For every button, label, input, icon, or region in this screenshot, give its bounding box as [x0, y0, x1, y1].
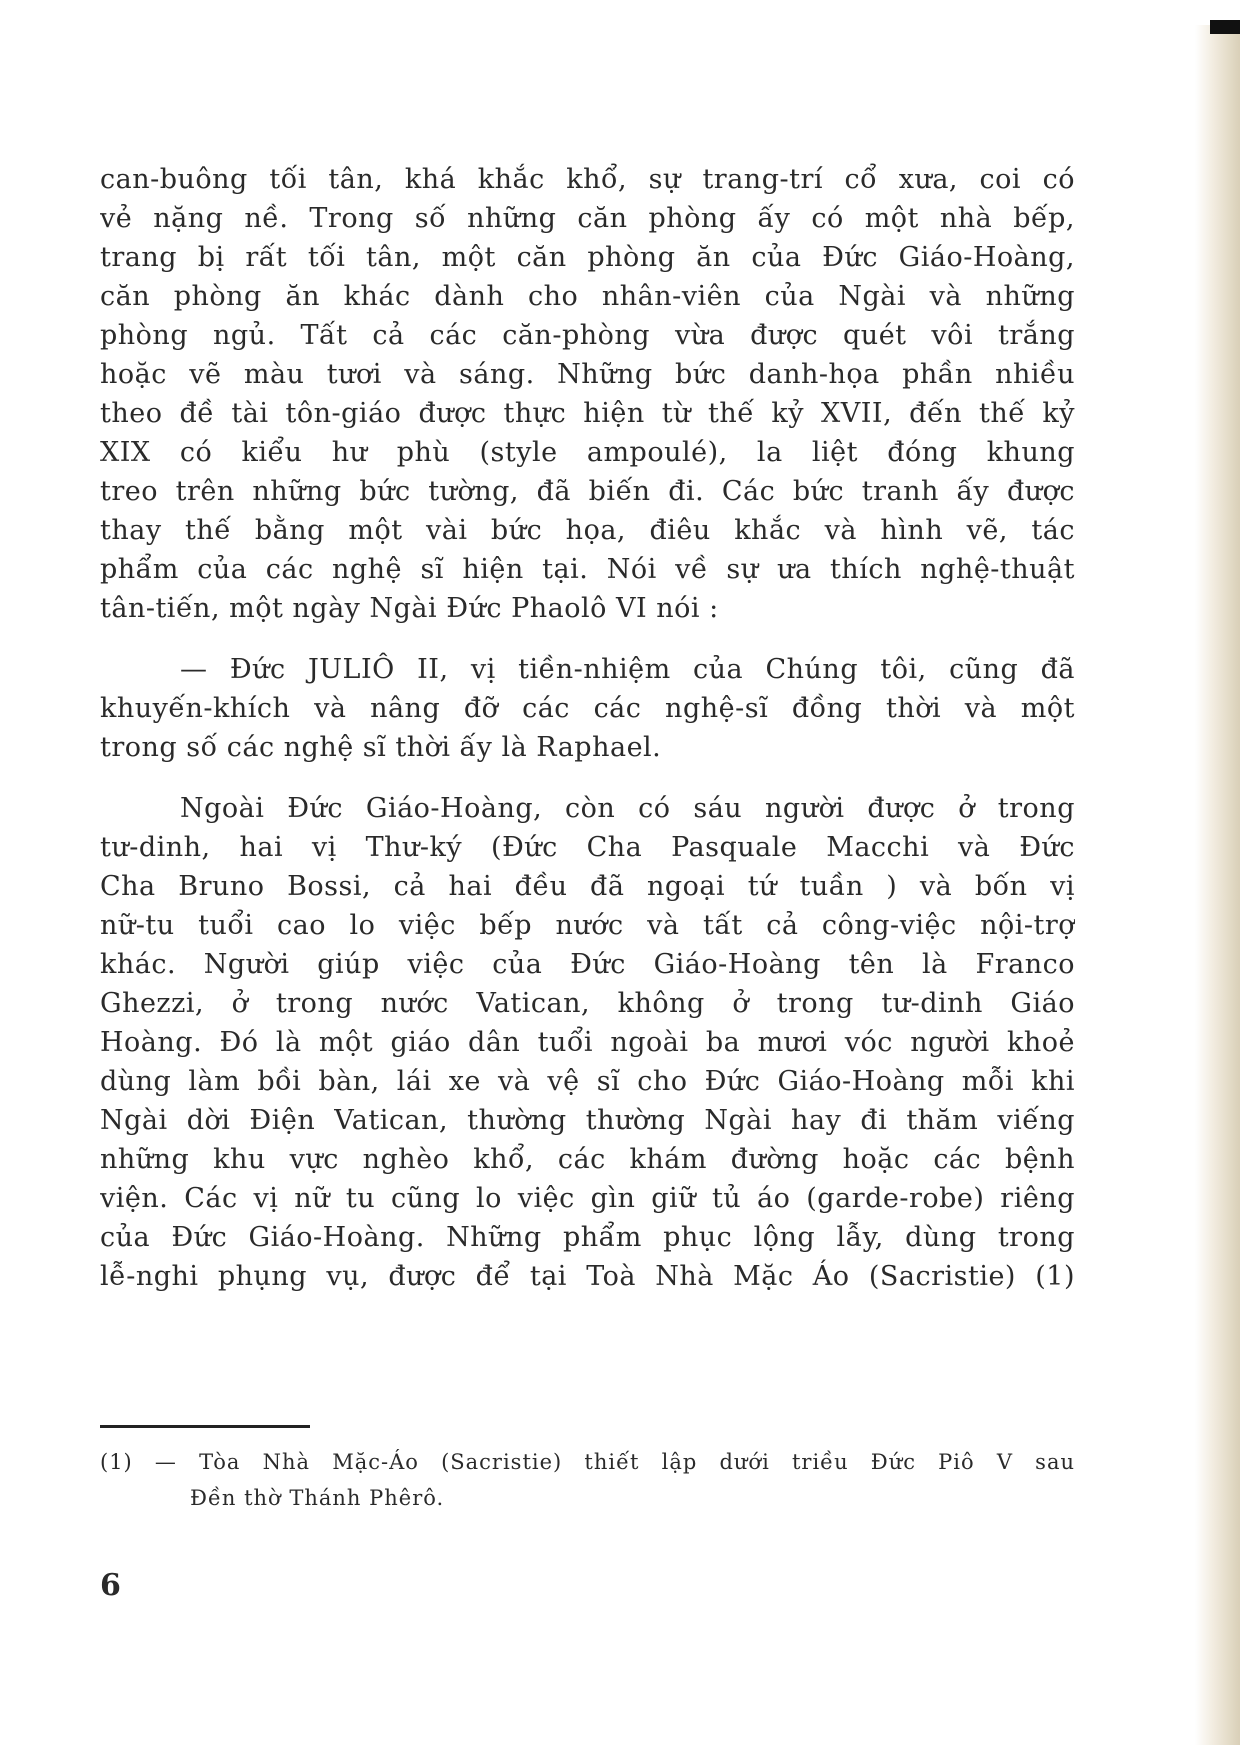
- text-line: lễ-nghi phụng vụ, được để tại Toà Nhà Mặc Áo (Sacristie) (1): [100, 1261, 1075, 1292]
- text-line: của Đức Giáo-Hoàng. Những phẩm phục lộng lẫy, dùng trong: [100, 1222, 1075, 1253]
- paragraph-3: [100, 789, 1075, 1296]
- footnote-line: (1) — Tòa Nhà Mặc-Áo (Sacristie) thiết lập dưới triều Đức Piô V sau: [100, 1450, 1075, 1474]
- footnote-divider: [100, 1425, 310, 1428]
- text-line: dùng làm bồi bàn, lái xe và vệ sĩ cho Đức Giáo-Hoàng mỗi khi: [100, 1066, 1075, 1097]
- page-number: 6: [100, 1568, 121, 1603]
- footnote: [100, 1444, 1075, 1516]
- page-edge: [1195, 25, 1240, 1745]
- footnote-line: Đền thờ Thánh Phêrô.: [190, 1486, 445, 1510]
- text-line: phòng ngủ. Tất cả các căn-phòng vừa được quét vôi trắng: [100, 320, 1075, 351]
- text-line: trong số các nghệ sĩ thời ấy là Raphael.: [100, 732, 662, 763]
- text-line: tân-tiến, một ngày Ngài Đức Phaolô VI nói :: [100, 593, 719, 624]
- text-line: phẩm của các nghệ sĩ hiện tại. Nói về sự ưa thích nghệ-thuật: [100, 554, 1075, 585]
- paragraph-gap: [100, 767, 1075, 789]
- paragraph-gap: [100, 628, 1075, 650]
- text-line: khuyến-khích và nâng đỡ các các nghệ-sĩ đồng thời và một: [100, 693, 1075, 724]
- edge-mark: [1210, 20, 1240, 34]
- text-line: vẻ nặng nề. Trong số những căn phòng ấy có một nhà bếp,: [100, 203, 1075, 234]
- text-line: khác. Người giúp việc của Đức Giáo-Hoàng tên là Franco: [100, 949, 1075, 980]
- text-line: thay thế bằng một vài bức họa, điêu khắc và hình vẽ, tác: [100, 515, 1075, 546]
- text-line: Ghezzi, ở trong nước Vatican, không ở trong tư-dinh Giáo: [100, 988, 1075, 1019]
- text-line: can-buông tối tân, khá khắc khổ, sự trang-trí cổ xưa, coi có: [100, 164, 1075, 195]
- text-line: những khu vực nghèo khổ, các khám đường hoặc các bệnh: [100, 1144, 1075, 1175]
- text-line: XIX có kiểu hư phù (style ampoulé), la liệt đóng khung: [100, 437, 1075, 468]
- text-line: căn phòng ăn khác dành cho nhân-viên của Ngài và những: [100, 281, 1075, 312]
- text-line: trang bị rất tối tân, một căn phòng ăn của Đức Giáo-Hoàng,: [100, 242, 1075, 273]
- text-line: Hoàng. Đó là một giáo dân tuổi ngoài ba mươi vóc người khoẻ: [100, 1027, 1075, 1058]
- text-line: — Đức JULIÔ II, vị tiền-nhiệm của Chúng tôi, cũng đã: [180, 654, 1075, 685]
- paragraph-1: [100, 160, 1075, 628]
- text-line: Cha Bruno Bossi, cả hai đều đã ngoại tứ tuần ) và bốn vị: [100, 871, 1075, 902]
- main-text: [100, 160, 1075, 1296]
- text-line: Ngài dời Điện Vatican, thường thường Ngài hay đi thăm viếng: [100, 1105, 1075, 1136]
- text-line: viện. Các vị nữ tu cũng lo việc gìn giữ tủ áo (garde-robe) riêng: [100, 1183, 1075, 1214]
- text-line: theo đề tài tôn-giáo được thực hiện từ thế kỷ XVII, đến thế kỷ: [100, 398, 1075, 429]
- text-line: nữ-tu tuổi cao lo việc bếp nước và tất cả công-việc nội-trợ: [100, 910, 1075, 941]
- quote-paragraph: [100, 650, 1075, 767]
- text-line: Ngoài Đức Giáo-Hoàng, còn có sáu người được ở trong: [180, 793, 1075, 824]
- text-line: treo trên những bức tường, đã biến đi. Các bức tranh ấy được: [100, 476, 1075, 507]
- text-line: tư-dinh, hai vị Thư-ký (Đức Cha Pasquale Macchi và Đức: [100, 832, 1075, 863]
- text-line: hoặc vẽ màu tươi và sáng. Những bức danh-họa phần nhiều: [100, 359, 1075, 390]
